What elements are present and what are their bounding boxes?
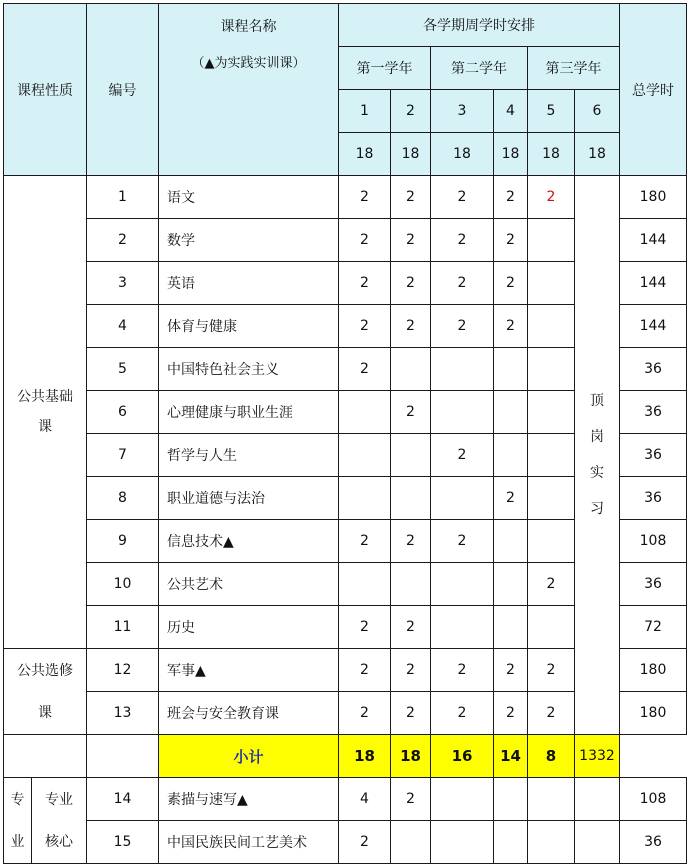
hours-cell (339, 391, 391, 434)
hours-cell: 2 (494, 176, 528, 219)
group-public-basic (4, 176, 87, 649)
group-label-line: 业 (10, 833, 25, 850)
hours-cell: 2 (494, 305, 528, 348)
group-label-line: 公共基础 (17, 389, 73, 405)
course-number: 6 (87, 391, 159, 434)
hours-cell (494, 391, 528, 434)
hours-cell (528, 391, 575, 434)
hours-cell: 4 (339, 778, 391, 821)
hours-cell: 2 (339, 176, 391, 219)
total-cell: 180 (620, 176, 687, 219)
course-name: 数学 (159, 219, 339, 262)
hours-cell (339, 477, 391, 520)
hours-cell: 2 (339, 692, 391, 735)
hours-cell: 2 (339, 821, 391, 864)
header-course-name (159, 4, 339, 176)
hours-cell: 2 (391, 262, 431, 305)
header-year1: 第一学年 (339, 47, 431, 90)
hours-cell (528, 520, 575, 563)
hours-cell: 2 (431, 520, 494, 563)
course-name-title: 课程名称 (220, 19, 277, 35)
hours-cell (391, 477, 431, 520)
internship-char: 实 (590, 465, 604, 481)
header-nature: 课程性质 (4, 4, 87, 176)
hours-cell: 2 (339, 520, 391, 563)
course-name: 心理健康与职业生涯 (159, 391, 339, 434)
course-number: 7 (87, 434, 159, 477)
subtotal-value: 18 (391, 735, 431, 778)
semester-cell: 5 (528, 90, 575, 133)
course-number: 2 (87, 219, 159, 262)
course-number: 14 (87, 778, 159, 821)
hours-cell: 2 (494, 477, 528, 520)
group-label-line: 专 (10, 791, 25, 808)
subtotal-total: 1332 (575, 735, 620, 778)
hours-cell: 2 (494, 219, 528, 262)
hours-cell: 2 (339, 348, 391, 391)
hours-cell: 2 (391, 520, 431, 563)
header-total: 总学时 (620, 4, 687, 176)
internship-char: 顶 (590, 393, 604, 409)
total-cell: 180 (620, 649, 687, 692)
group-label-line: 课 (38, 704, 52, 721)
hours-cell (494, 778, 528, 821)
course-number: 13 (87, 692, 159, 735)
subtotal-value: 18 (339, 735, 391, 778)
hours-cell (528, 477, 575, 520)
hours-cell: 2 (494, 692, 528, 735)
hours-cell: 2 (391, 778, 431, 821)
hours-cell (391, 821, 431, 864)
hours-cell (494, 348, 528, 391)
hours-cell: 2 (339, 305, 391, 348)
header-year2: 第二学年 (431, 47, 528, 90)
hours-cell: 2 (339, 219, 391, 262)
table-row (4, 821, 687, 864)
subtotal-value: 16 (431, 735, 494, 778)
semester-cell: 1 (339, 90, 391, 133)
subtotal-empty (4, 735, 87, 778)
hours-cell (494, 563, 528, 606)
semester-cell: 3 (431, 90, 494, 133)
hours-cell (494, 606, 528, 649)
hours-cell: 2 (528, 176, 575, 219)
course-name: 素描与速写▲ (159, 778, 339, 821)
subtotal-value: 8 (528, 735, 575, 778)
header-schedule: 各学期周学时安排 (339, 4, 620, 47)
hours-cell: 2 (391, 219, 431, 262)
total-cell: 36 (620, 821, 687, 864)
hours-cell (339, 434, 391, 477)
course-name: 信息技术▲ (159, 520, 339, 563)
hours-cell (528, 606, 575, 649)
semester-cell: 4 (494, 90, 528, 133)
course-number: 3 (87, 262, 159, 305)
header-year3: 第三学年 (528, 47, 620, 90)
hours-cell: 2 (391, 606, 431, 649)
hours-cell: 2 (391, 176, 431, 219)
hours-cell (339, 563, 391, 606)
hours-cell (528, 778, 575, 821)
total-cell: 36 (620, 391, 687, 434)
hours-cell (528, 821, 575, 864)
hours-cell: 2 (431, 262, 494, 305)
total-cell: 108 (620, 520, 687, 563)
hours-cell: 2 (494, 649, 528, 692)
course-number: 15 (87, 821, 159, 864)
course-number: 10 (87, 563, 159, 606)
group-public-elective (4, 649, 87, 735)
subtotal-label: 小计 (159, 735, 339, 778)
group-label-line: 核心 (45, 833, 73, 850)
total-cell: 144 (620, 262, 687, 305)
course-name: 中国民族民间工艺美术 (159, 821, 339, 864)
hours-cell (431, 778, 494, 821)
hours-cell: 2 (339, 606, 391, 649)
table-row (4, 778, 687, 821)
total-cell: 72 (620, 606, 687, 649)
course-name: 语文 (159, 176, 339, 219)
hours-cell (431, 348, 494, 391)
hours-cell (431, 477, 494, 520)
hours-cell: 2 (528, 649, 575, 692)
weeks-cell: 18 (339, 133, 391, 176)
subtotal-empty (87, 735, 159, 778)
internship-cell (575, 176, 620, 735)
hours-cell: 2 (339, 262, 391, 305)
hours-cell (528, 305, 575, 348)
hours-cell: 2 (431, 176, 494, 219)
hours-cell: 2 (431, 434, 494, 477)
course-number: 8 (87, 477, 159, 520)
hours-cell (494, 520, 528, 563)
hours-cell (391, 348, 431, 391)
total-cell: 180 (620, 692, 687, 735)
hours-cell (431, 391, 494, 434)
internship-char: 岗 (590, 429, 604, 445)
course-number: 1 (87, 176, 159, 219)
course-name: 中国特色社会主义 (159, 348, 339, 391)
course-name: 哲学与人生 (159, 434, 339, 477)
course-number: 12 (87, 649, 159, 692)
course-name: 体育与健康 (159, 305, 339, 348)
curriculum-table (3, 3, 687, 864)
table-row (4, 176, 687, 219)
semester-cell: 6 (575, 90, 620, 133)
hours-cell: 2 (431, 692, 494, 735)
hours-cell: 2 (391, 692, 431, 735)
group-label-line: 公共选修 (17, 662, 73, 679)
hours-cell (528, 348, 575, 391)
course-name: 职业道德与法治 (159, 477, 339, 520)
weeks-cell: 18 (575, 133, 620, 176)
header-number: 编号 (87, 4, 159, 176)
total-cell: 36 (620, 348, 687, 391)
internship-char: 习 (590, 501, 604, 517)
group-label-line: 课 (38, 419, 52, 435)
course-number: 4 (87, 305, 159, 348)
hours-cell (528, 262, 575, 305)
hours-cell (494, 821, 528, 864)
hours-cell (494, 434, 528, 477)
hours-cell: 2 (391, 649, 431, 692)
course-name-note: （▲为实践实训课） (191, 56, 306, 71)
semester-cell: 2 (391, 90, 431, 133)
hours-cell: 2 (431, 219, 494, 262)
total-cell: 144 (620, 219, 687, 262)
group-label-line: 专业 (45, 791, 73, 808)
total-cell: 36 (620, 563, 687, 606)
hours-cell (431, 563, 494, 606)
total-cell: 108 (620, 778, 687, 821)
hours-cell (391, 563, 431, 606)
course-number: 9 (87, 520, 159, 563)
hours-cell: 2 (391, 391, 431, 434)
hours-cell (528, 219, 575, 262)
group-major-a (4, 778, 32, 864)
hours-cell: 2 (339, 649, 391, 692)
hours-cell: 2 (528, 692, 575, 735)
total-cell: 36 (620, 434, 687, 477)
hours-cell: 2 (431, 305, 494, 348)
hours-cell (431, 821, 494, 864)
hours-cell-blank (575, 778, 620, 821)
course-name: 历史 (159, 606, 339, 649)
subtotal-value: 14 (494, 735, 528, 778)
hours-cell: 2 (431, 649, 494, 692)
hours-cell (528, 434, 575, 477)
course-name: 班会与安全教育课 (159, 692, 339, 735)
hours-cell (391, 434, 431, 477)
hours-cell: 2 (391, 305, 431, 348)
weeks-cell: 18 (431, 133, 494, 176)
course-name: 公共艺术 (159, 563, 339, 606)
subtotal-row (4, 735, 687, 778)
weeks-cell: 18 (391, 133, 431, 176)
hours-cell: 2 (528, 563, 575, 606)
course-name: 英语 (159, 262, 339, 305)
hours-cell-blank (575, 821, 620, 864)
hours-cell: 2 (494, 262, 528, 305)
total-cell: 144 (620, 305, 687, 348)
group-major-b (32, 778, 87, 864)
course-number: 5 (87, 348, 159, 391)
weeks-cell: 18 (494, 133, 528, 176)
total-cell: 36 (620, 477, 687, 520)
weeks-cell: 18 (528, 133, 575, 176)
course-name: 军事▲ (159, 649, 339, 692)
hours-cell (431, 606, 494, 649)
course-number: 11 (87, 606, 159, 649)
